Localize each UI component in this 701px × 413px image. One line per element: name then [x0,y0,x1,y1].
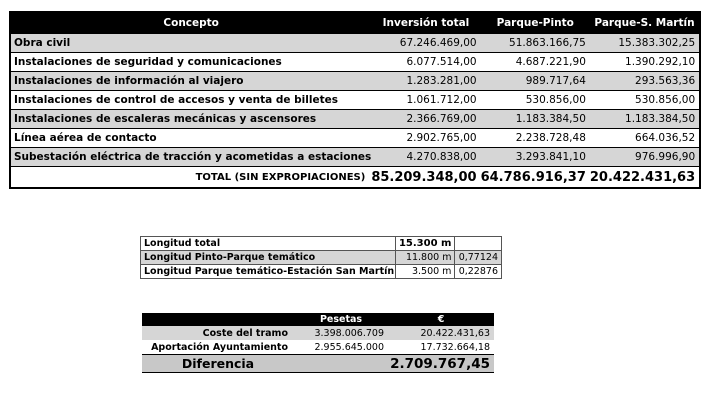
table-row [10,53,700,72]
length-total-row [141,237,502,251]
martin-cell: 15.383.302,25 [590,34,700,53]
cost-table [142,313,494,373]
concept-cell: Instalaciones de escaleras mecánicas y ascensores [10,110,371,129]
table-row [142,326,494,340]
martin-cell: 293.563,36 [590,72,700,91]
cost-euro: 17.732.664,18 [420,341,490,353]
header-empty [142,313,294,326]
table-row [10,110,700,129]
length-value: 11.800 m [395,251,455,265]
pinto-cell: 530.856,00 [481,91,590,110]
header-total-investment: Inversión total [371,12,480,34]
concept-cell: Instalaciones de seguridad y comunicaciones [10,53,371,72]
table-row [10,34,700,53]
martin-cell: 1.390.292,10 [590,53,700,72]
concept-cell: Línea aérea de contacto [10,129,371,148]
total-cell: 1.283.281,00 [371,72,480,91]
difference-row [142,355,494,373]
investment-header-row [10,12,700,34]
martin-cell: 1.183.384,50 [590,110,700,129]
total-cell: 2.366.769,00 [371,110,480,129]
pinto-cell: 989.717,64 [481,72,590,91]
investment-table [9,11,701,189]
length-value: 3.500 m [395,265,455,279]
concept-cell: Instalaciones de control de accesos y venta de billetes [10,91,371,110]
empty-cell [455,237,502,251]
cost-label: Coste del tramo [142,326,294,340]
total-martin-value: 20.422.431,63 [590,167,700,189]
table-row [10,91,700,110]
total-investment-value: 85.209.348,00 [371,167,480,189]
cost-pesetas: 2.955.645.000 [314,341,384,353]
table-row [10,72,700,91]
cost-euro: 20.422.431,63 [388,326,494,340]
concept-cell: Instalaciones de información al viajero [10,72,371,91]
length-total-label: Longitud total [141,237,396,251]
difference-label: Diferencia [142,355,294,373]
header-pesetas: Pesetas [294,313,388,326]
concept-cell: Obra civil [10,34,371,53]
header-parque-pinto: Parque-Pinto [481,12,590,34]
header-euro: € [388,313,494,326]
total-cell: 6.077.514,00 [371,53,480,72]
length-label: Longitud Pinto-Parque temático [141,251,396,265]
length-label: Longitud Parque temático-Estación San Martín [141,265,396,279]
pinto-cell: 1.183.384,50 [481,110,590,129]
cost-label: Aportación Ayuntamiento [151,341,288,353]
table-row [142,340,494,355]
difference-value: 2.709.767,45 [388,355,494,373]
table-row [10,148,700,167]
cost-header-row [142,313,494,326]
total-cell: 4.270.838,00 [371,148,480,167]
header-concept: Concepto [10,12,371,34]
total-row [10,167,700,189]
table-row [141,251,502,265]
total-cell: 67.246.469,00 [371,34,480,53]
pinto-cell: 2.238.728,48 [481,129,590,148]
concept-cell: Subestación eléctrica de tracción y acometidas a estaciones [10,148,371,167]
pinto-cell: 3.293.841,10 [481,148,590,167]
total-pinto-value: 64.786.916,37 [481,167,590,189]
table-row [141,265,502,279]
martin-cell: 530.856,00 [590,91,700,110]
pinto-cell: 4.687.221,90 [481,53,590,72]
header-parque-s-martin: Parque-S. Martín [590,12,700,34]
martin-cell: 664.036,52 [590,129,700,148]
length-ratio: 0,77124 [455,251,502,265]
pinto-cell: 51.863.166,75 [481,34,590,53]
length-table [140,236,502,279]
cost-pesetas: 3.398.006.709 [294,326,388,340]
total-cell: 1.061.712,00 [371,91,480,110]
total-label: TOTAL (SIN EXPROPIACIONES) [10,167,371,189]
length-ratio: 0,22876 [455,265,502,279]
length-total-value: 15.300 m [395,237,455,251]
total-cell: 2.902.765,00 [371,129,480,148]
table-row [10,129,700,148]
empty-cell [294,355,388,373]
martin-cell: 976.996,90 [590,148,700,167]
